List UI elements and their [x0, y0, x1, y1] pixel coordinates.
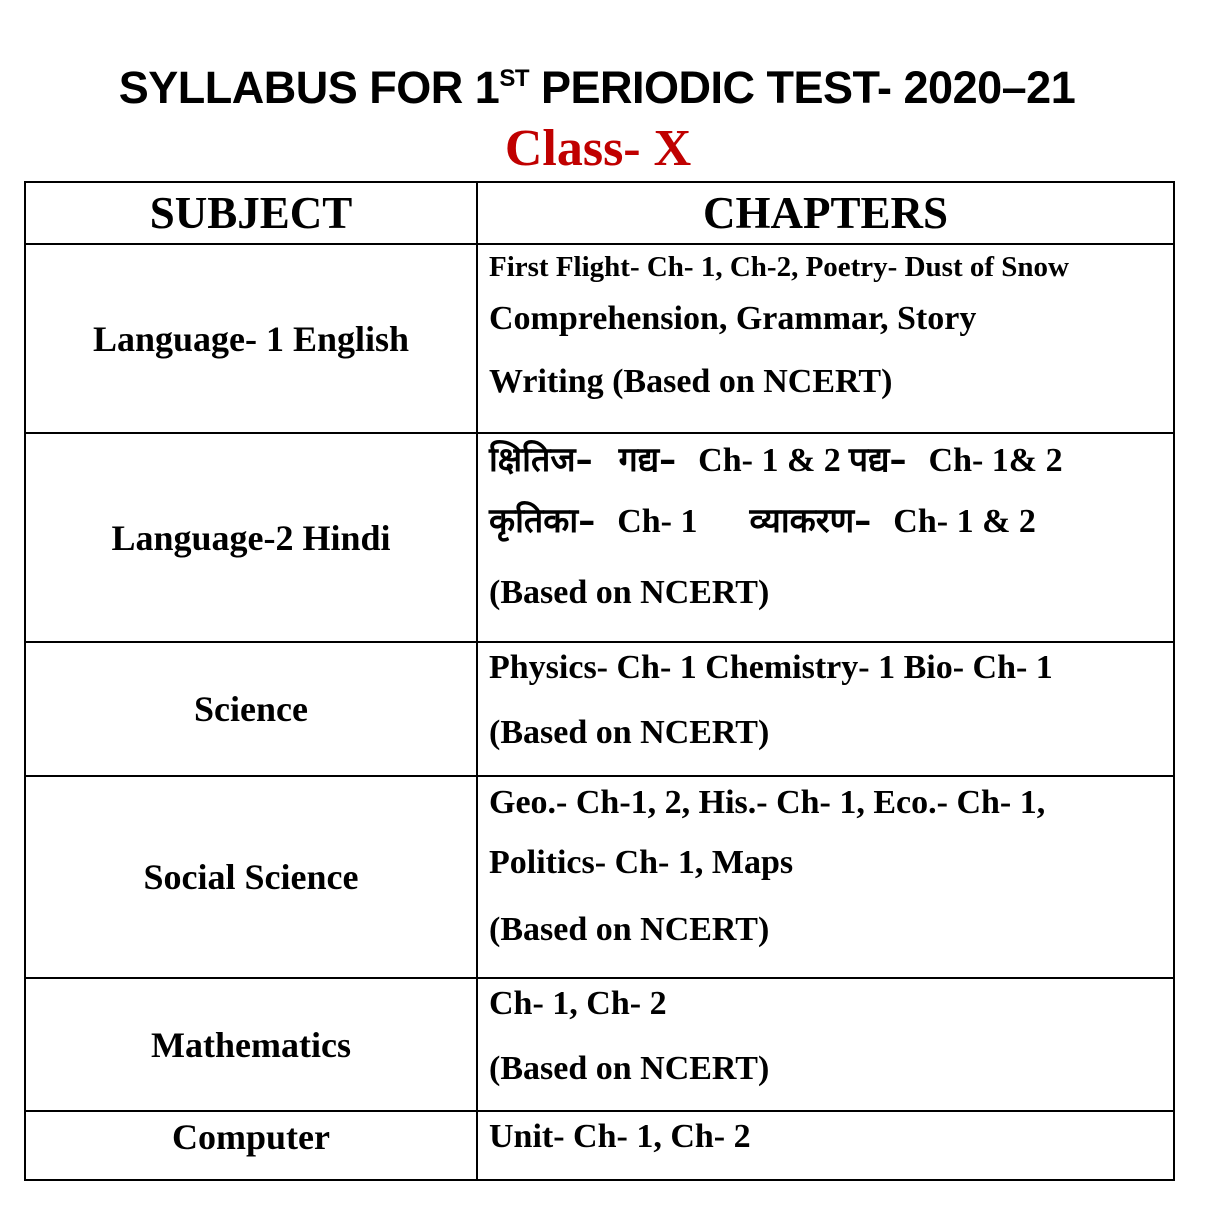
column-header-subject: SUBJECT — [25, 182, 477, 244]
hindi-gadya: गद्य– — [618, 440, 677, 480]
chapter-line: First Flight- Ch- 1, Ch-2, Poetry- Dust of Snow — [489, 251, 1069, 283]
subject-cell: Language-2 Hindi — [25, 433, 477, 642]
table-row — [25, 642, 1174, 776]
table-row — [25, 978, 1174, 1111]
hindi-kshitij: क्षितिज– — [489, 440, 593, 480]
chapter-line — [489, 434, 1173, 485]
table-row — [25, 244, 1174, 433]
column-header-chapters: CHAPTERS — [477, 182, 1174, 244]
page-title — [0, 58, 1194, 126]
subject-cell: Computer — [25, 1111, 477, 1180]
chapter-line: (Based on NCERT) — [489, 714, 770, 751]
chapters-cell — [477, 776, 1174, 978]
subject-cell: Mathematics — [25, 978, 477, 1111]
chapter-line: Unit- Ch- 1, Ch- 2 — [489, 1118, 751, 1155]
chapter-line: (Based on NCERT) — [489, 1050, 770, 1087]
table-header-row — [25, 182, 1174, 244]
title-superscript: ST — [499, 65, 529, 92]
chapters-cell — [477, 642, 1174, 776]
chapter-line — [489, 485, 1173, 558]
syllabus-table — [24, 181, 1175, 1181]
table-row — [25, 1111, 1174, 1180]
table-row — [25, 433, 1174, 642]
hindi-padya: पद्य– — [848, 440, 907, 480]
title-suffix: PERIODIC TEST- 2020–21 — [528, 62, 1076, 113]
padya-chapters: Ch- 1& 2 — [928, 442, 1063, 479]
chapters-cell — [477, 244, 1174, 433]
hindi-vyakaran: व्याकरण– — [749, 501, 872, 541]
chapter-line: (Based on NCERT) — [489, 911, 770, 948]
chapter-line: Ch- 1, Ch- 2 — [489, 985, 667, 1022]
chapters-cell — [477, 978, 1174, 1111]
subject-cell: Social Science — [25, 776, 477, 978]
chapter-line: Comprehension, Grammar, Story — [489, 300, 977, 337]
subject-cell: Language- 1 English — [25, 244, 477, 433]
chapter-line: Politics- Ch- 1, Maps — [489, 844, 794, 881]
subject-cell: Science — [25, 642, 477, 776]
class-subtitle: Class- X — [504, 120, 692, 177]
chapter-line: Geo.- Ch-1, 2, His.- Ch- 1, Eco.- Ch- 1, — [489, 784, 1046, 821]
title-prefix: SYLLABUS FOR 1 — [118, 62, 500, 113]
chapter-line: Writing (Based on NCERT) — [489, 363, 893, 400]
kritika-chapters: Ch- 1 — [617, 503, 698, 540]
gadya-chapters: Ch- 1 & 2 — [698, 442, 841, 479]
chapter-line: (Based on NCERT) — [489, 574, 770, 611]
chapters-cell — [477, 433, 1174, 642]
hindi-kritika: कृतिका– — [489, 501, 596, 541]
chapter-line: Physics- Ch- 1 Chemistry- 1 Bio- Ch- 1 — [489, 649, 1053, 686]
table-row — [25, 776, 1174, 978]
vyakaran-chapters: Ch- 1 & 2 — [893, 503, 1036, 540]
chapters-cell — [477, 1111, 1174, 1180]
